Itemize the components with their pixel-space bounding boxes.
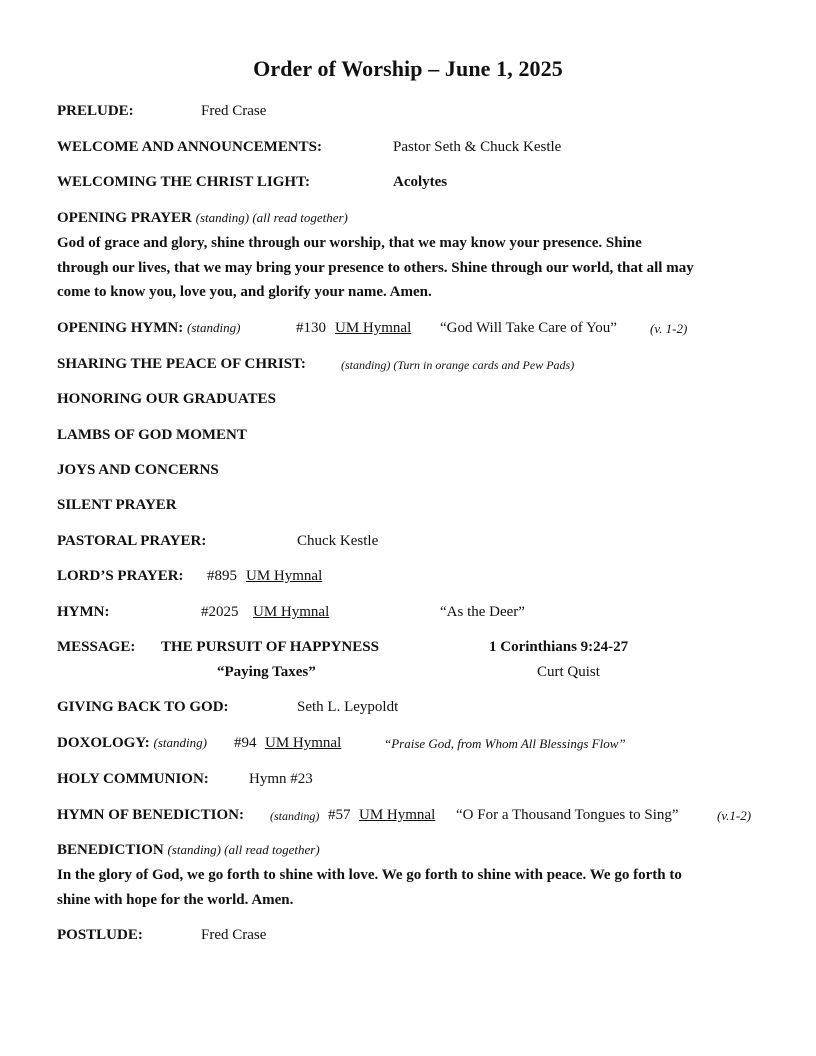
hymn-title: “As the Deer”	[440, 604, 525, 620]
welcome-label: WELCOME AND ANNOUNCEMENTS:	[57, 139, 323, 155]
message-speaker: Curt Quist	[537, 664, 600, 680]
communion-row	[57, 769, 313, 789]
doxology-number: #94	[234, 735, 257, 751]
opening-prayer-note: (standing) (all read together)	[195, 210, 348, 225]
opening-hymn-row	[57, 318, 688, 338]
welcome-row	[57, 137, 562, 157]
peace-note: (standing) (Turn in orange cards and Pew Pads)	[341, 358, 575, 372]
opening-prayer-text	[57, 231, 762, 305]
doxology-row	[57, 733, 626, 753]
hymn-number: #2025	[201, 604, 239, 620]
lords-prayer-hymnal: UM Hymnal	[246, 568, 323, 584]
hymn-label: HYMN:	[57, 604, 110, 620]
lords-prayer-label: LORD’S PRAYER:	[57, 568, 184, 584]
opening-prayer-line: God of grace and glory, shine through our worship, that we may know your presence. Shine	[57, 235, 642, 251]
communion-hymn: Hymn #23	[249, 771, 313, 787]
pastoral-prayer-row	[57, 531, 379, 551]
benediction-text	[57, 863, 762, 912]
hymn-row	[57, 602, 525, 622]
message-label: MESSAGE:	[57, 639, 136, 655]
welcome-leaders: Pastor Seth & Chuck Kestle	[393, 139, 562, 155]
benediction-hymn-verses: (v.1-2)	[717, 808, 752, 823]
benediction-line: In the glory of God, we go forth to shine with love. We go forth to shine with peace. We go forth to	[57, 867, 682, 883]
message-subtitle: “Paying Taxes”	[217, 664, 316, 680]
benediction-label: BENEDICTION	[57, 842, 164, 858]
message-series: THE PURSUIT OF HAPPYNESS	[161, 639, 379, 655]
giving-leader: Seth L. Leypoldt	[297, 699, 399, 715]
opening-prayer-label: OPENING PRAYER	[57, 210, 192, 226]
benediction-heading	[57, 840, 320, 860]
postlude-label: POSTLUDE:	[57, 927, 143, 943]
page-title: Order of Worship – June 1, 2025	[253, 56, 563, 81]
benediction-hymn-hymnal: UM Hymnal	[359, 807, 436, 823]
doxology-title: “Praise God, from Whom All Blessings Flow”	[384, 736, 626, 751]
pastoral-prayer-label: PASTORAL PRAYER:	[57, 533, 207, 549]
opening-hymn-title: “God Will Take Care of You”	[440, 320, 617, 336]
lambs-heading: LAMBS OF GOD MOMENT	[57, 427, 247, 443]
benediction-note: (standing) (all read together)	[167, 842, 320, 857]
opening-hymn-hymnal: UM Hymnal	[335, 320, 412, 336]
postlude-row	[57, 925, 267, 945]
graduates-heading: HONORING OUR GRADUATES	[57, 391, 276, 407]
lords-prayer-number: #895	[207, 568, 237, 584]
giving-row	[57, 697, 399, 717]
peace-row	[57, 354, 575, 374]
silent-prayer-heading: SILENT PRAYER	[57, 497, 177, 513]
opening-hymn-verses: (v. 1-2)	[650, 321, 688, 336]
doxology-hymnal: UM Hymnal	[265, 735, 342, 751]
opening-hymn-label: OPENING HYMN:	[57, 320, 184, 336]
benediction-hymn-row	[57, 805, 752, 825]
hymn-hymnal: UM Hymnal	[253, 604, 330, 620]
peace-label: SHARING THE PEACE OF CHRIST:	[57, 356, 306, 372]
message-scripture: 1 Corinthians 9:24-27	[489, 639, 629, 655]
benediction-hymn-note: (standing)	[270, 809, 320, 823]
opening-hymn-note: (standing)	[187, 320, 241, 335]
prelude-performer: Fred Crase	[201, 103, 267, 119]
giving-label: GIVING BACK TO GOD:	[57, 699, 229, 715]
christ-light-label: WELCOMING THE CHRIST LIGHT:	[57, 174, 310, 190]
prelude-row	[57, 101, 267, 121]
christ-light-row	[57, 172, 448, 192]
benediction-hymn-title: “O For a Thousand Tongues to Sing”	[456, 807, 679, 823]
doxology-note: (standing)	[153, 735, 207, 750]
christ-light-acolytes: Acolytes	[393, 174, 448, 190]
pastoral-prayer-leader: Chuck Kestle	[297, 533, 379, 549]
benediction-hymn-label: HYMN OF BENEDICTION:	[57, 807, 244, 823]
joys-heading: JOYS AND CONCERNS	[57, 462, 219, 478]
benediction-hymn-number: #57	[328, 807, 351, 823]
opening-hymn-number: #130	[296, 320, 326, 336]
message-row	[57, 637, 629, 657]
opening-prayer-line: come to know you, love you, and glorify your name. Amen.	[57, 284, 432, 300]
postlude-performer: Fred Crase	[201, 927, 267, 943]
prelude-label: PRELUDE:	[57, 103, 134, 119]
benediction-line: shine with hope for the world. Amen.	[57, 891, 294, 908]
communion-label: HOLY COMMUNION:	[57, 771, 209, 787]
doxology-label: DOXOLOGY:	[57, 735, 150, 751]
lords-prayer-row	[57, 566, 323, 586]
opening-prayer-line: through our lives, that we may bring your presence to others. Shine through our world, that all may	[57, 259, 694, 276]
opening-prayer-heading	[57, 208, 348, 228]
